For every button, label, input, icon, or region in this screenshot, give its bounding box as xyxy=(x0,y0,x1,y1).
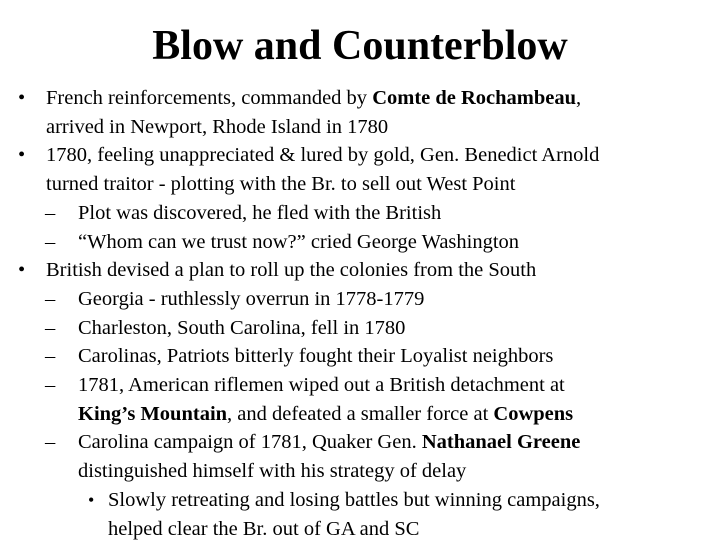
subbullet-washington-quote xyxy=(0,228,720,257)
bullet-rochambeau xyxy=(0,84,720,141)
bullet-arnold xyxy=(0,141,720,198)
subbullet-plot-discovered xyxy=(0,199,720,228)
subbullet-greene xyxy=(0,428,720,485)
bullet-line xyxy=(78,400,720,429)
dash-marker: – xyxy=(45,431,56,454)
bullet-line: 1781, American riflemen wiped out a British detachment at xyxy=(78,374,565,397)
text-run: French reinforcements, commanded by xyxy=(46,87,373,109)
bullet-line: Slowly retreating and losing battles but winning campaigns, xyxy=(108,488,600,511)
subbullet-georgia xyxy=(0,285,720,314)
bullet-line: “Whom can we trust now?” cried George Washington xyxy=(78,230,520,253)
bullet-line: British devised a plan to roll up the colonies from the South xyxy=(46,259,537,282)
dash-marker: – xyxy=(45,374,56,397)
emphasis-cowpens: Cowpens xyxy=(493,402,574,425)
emphasis-rochambeau: Comte de Rochambeau xyxy=(372,87,577,109)
subbullet-carolinas xyxy=(0,342,720,371)
text-run: Carolina campaign of 1781, Quaker Gen. xyxy=(78,431,422,454)
bullet-line: Carolinas, Patriots bitterly fought their Loyalist neighbors xyxy=(78,345,554,368)
bullet-line: Georgia - ruthlessly overrun in 1778-1779 xyxy=(78,287,425,310)
dash-marker: – xyxy=(45,316,56,339)
dash-marker: – xyxy=(45,345,56,368)
subbullet-kings-mountain xyxy=(0,371,720,428)
slide-title: Blow and Counterblow xyxy=(152,23,568,69)
bullet-line: arrived in Newport, Rhode Island in 1780 xyxy=(46,115,389,138)
bullet-line xyxy=(78,428,720,457)
subbullet-charleston xyxy=(0,314,720,343)
bullet-marker: • xyxy=(88,489,95,510)
bullet-line: Plot was discovered, he fled with the British xyxy=(78,201,442,224)
text-run: , xyxy=(576,87,582,109)
bullet-marker: • xyxy=(18,144,26,167)
text-run: , and defeated a smaller force at xyxy=(227,402,494,425)
bullet-line: helped clear the Br. out of GA and SC xyxy=(108,517,420,540)
bullet-line: Charleston, South Carolina, fell in 1780 xyxy=(78,316,406,339)
bullet-british-plan xyxy=(0,256,720,285)
bullet-line: turned traitor - plotting with the Br. to sell out West Point xyxy=(46,173,516,196)
emphasis-greene: Nathanael Greene xyxy=(421,431,581,454)
bullet-marker: • xyxy=(18,87,26,109)
bullet-marker: • xyxy=(18,259,26,282)
bullet-line: 1780, feeling unappreciated & lured by gold, Gen. Benedict Arnold xyxy=(46,144,600,167)
dash-marker: – xyxy=(45,201,56,224)
emphasis-kings-mountain: King’s Mountain xyxy=(78,402,228,425)
bullet-line xyxy=(46,84,720,113)
dash-marker: – xyxy=(45,287,56,310)
subsubbullet-retreating xyxy=(0,486,720,543)
dash-marker: – xyxy=(45,230,56,253)
bullet-line: distinguished himself with his strategy of delay xyxy=(78,460,467,483)
slide-body xyxy=(0,84,720,543)
